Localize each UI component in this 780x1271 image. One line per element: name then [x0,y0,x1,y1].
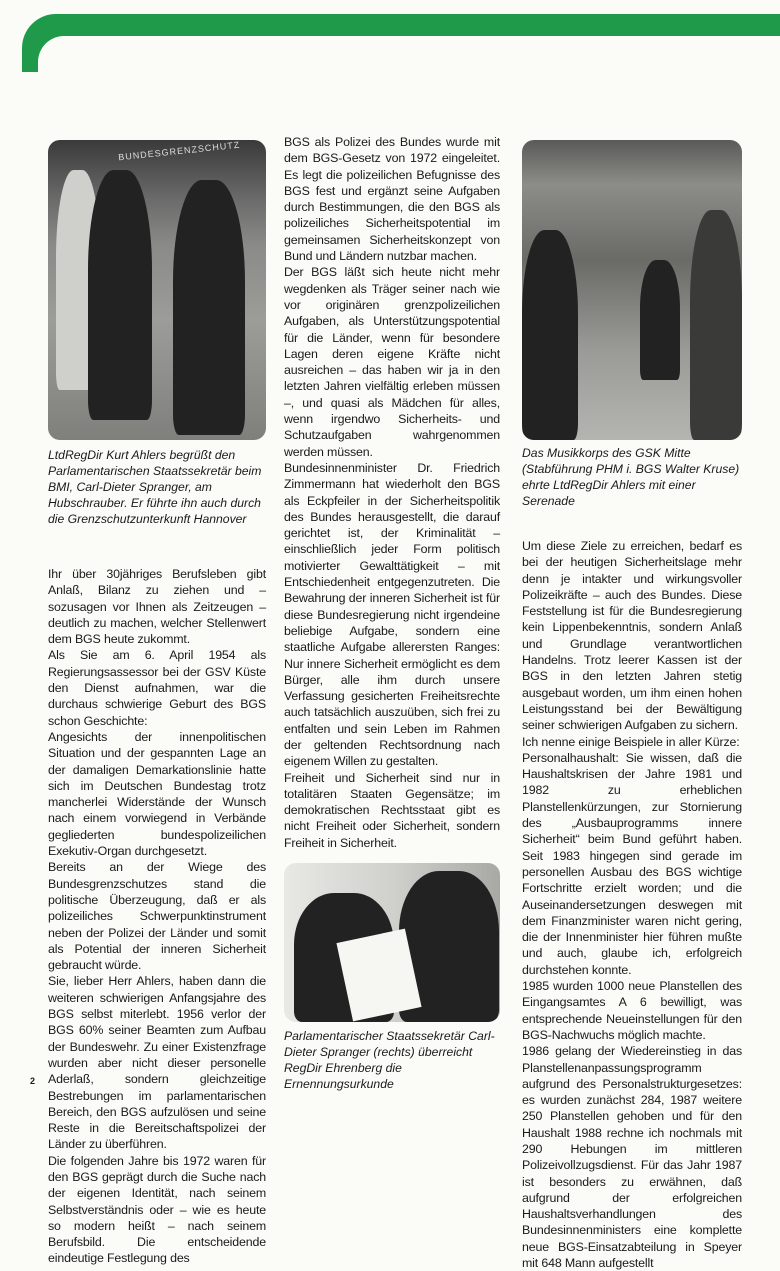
text-column-middle [284,134,500,851]
middle-column-wrapper [284,134,500,1092]
paragraph: Ich nenne einige Beispiele in aller Kürze: [522,734,740,749]
paragraph: 1985 wurden 1000 neue Planstellen des Eingangsamtes A 6 bewilligt, was entsprechende Neueinstellungen für den BGS-Nachwuchs möglich machte. [522,979,742,1042]
musician-figure [522,230,578,440]
photo-caption-right: Das Musikkorps des GSK Mitte (Stabführung PHM i. BGS Walter Kruse) ehrte LtdRegDir Ahlers mit einer Serenade [522,446,740,508]
paragraph: Bereits an der Wiege des Bundesgrenzschutzes stand die politische Überzeugung, daß er als polizeiliches Schwerpunktinstrument neben der Polizei der Länder und somit als Potential der inneren Sicherheit gebraucht würde. [48,860,266,973]
musician-figure [640,260,680,380]
text-column-left [48,566,266,1267]
paragraph: Die folgenden Jahre bis 1972 waren für den BGS geprägt durch die Suche nach der eigenen Identität, nach seinem Selbstverständnis oder – wie es heute so modern heißt – nach seinem Berufsbild. Die entscheidende eindeutige Festlegung des [48,1153,266,1266]
text-column-right [522,538,742,1271]
paragraph: Freiheit und Sicherheit sind nur in totalitären Staaten Gegensätze; im demokratischen Rechtsstaat gibt es nicht Freiheit oder Sicherheit, sondern Freiheit in Sicherheit. [284,770,500,850]
paragraph: Um diese Ziele zu erreichen, bedarf es bei der heutigen Sicherheitslage mehr denn je intakter und wirkungsvoller Polizeikräfte – auch des Bundes. Diese Feststellung ist für die Bundesregierung kein Lippenbekenntnis, sondern Anlaß und Grundlage verantwortlichen Handelns. Trotz leerer Kassen ist der BGS in den letzten Jahren stetig ausgebaut worden, um ihm einen hohen Leistungsstand bei der Bewältigung seiner schwierigen Aufgaben zu sichern. [522,539,742,733]
paragraph: Angesichts der innenpolitischen Situation und der gespannten Lage an der damaligen Demarkationslinie hatte sich im Deutschen Bundestag trotz mancherlei Widerstände der Wunsch nach einem vorwiegend in Verbände gegliederten bundespolizeilichen Exekutiv-Organ durchgesetzt. [48,729,266,859]
paragraph: Bundesinnenminister Dr. Friedrich Zimmermann hat wiederholt den BGS als Eckpfeiler in der Sicherheitspolitik des Bundes herausgestellt, die darauf gerichtet ist, der Kriminalität – einschließlich jeder Form politisch motivierter Gewalttätigkeit – mit Entschiedenheit entgegenzutreten. Die Bewahrung der inneren Sicherheit ist für diese Bundesregierung nicht irgendeine beliebige Aufgabe, sondern eine staatliche Aufgabe allerersten Ranges: Nur innere Sicherheit ermöglicht es dem Bürger, alle ihm durch unsere Verfassung gesicherten Freiheitsrechte auch tatsächlich auszuüben, sich frei zu entfalten und sein Leben im Rahmen der geltenden Rechtsordnung nach eigenem Willen zu gestalten. [284,460,500,769]
photo-certificate-handover [284,863,500,1022]
paragraph: BGS als Polizei des Bundes wurde mit dem BGS-Gesetz von 1972 eingeleitet. Es legt die polizeilichen Befugnisse des BGS fest und ergänzt seine Aufgaben durch Bestimmungen, die den BGS als polizeiliches Sicherheitspotential im gemeinsamen Sicherheitskonzept von Bund und Ländern nutzbar machen. [284,135,500,264]
musician-figure [690,210,742,440]
paragraph: Der BGS läßt sich heute nicht mehr wegdenken als Träger seiner nach wie vor originären grenzpolizeilichen Aufgaben, als Unterstützungspotential für die Länder, wenn für besondere Lagen deren eigene Kräfte nicht ausreichen – das haben wir ja in den letzten Jahren vielfältig erleben müssen –, und quasi als Mädchen für alles, wenn irgendwo Sicherheits- und Schutzaufgaben wahrgenommen werden müssen. [284,265,500,459]
photo-helicopter-greeting [48,140,266,440]
person-figure [88,170,152,420]
paragraph: Sie, lieber Herr Ahlers, haben dann die weiteren schwierigen Anfangsjahre des BGS selbst miterlebt. 1956 verlor der BGS 60% seiner Beamten zum Aufbau der Bundeswehr. Zu einer Existenzfrage wurden aber nicht dieser personelle Aderlaß, sondern gleichzeitige Bestrebungen im parlamentarischen Bereich, den BGS aufzulösen und seine Reste in die Bereitschaftspolizei der Länder zu überführen. [48,974,266,1152]
photo-caption-left: LtdRegDir Kurt Ahlers begrüßt den Parlamentarischen Staatssekretär beim BMI, Carl-Dieter Spranger, am Hubschrauber. Er führte ihn auch durch die Grenzschutzunterkunft Hannover [48,448,262,526]
photo-band-serenade [522,140,742,440]
paragraph: Als Sie am 6. April 1954 als Regierungsassessor bei der GSV Küste den Dienst aufnahmen, war die durchaus schwierige Geburt des BGS schon Geschichte: [48,648,266,728]
header-band-cutout [38,36,780,76]
person-figure [173,180,245,435]
paragraph: 1986 gelang der Wiedereinstieg in das Planstellenanpassungsprogramm aufgrund des Personalstrukturgesetzes: es wurden zunächst 284, 1987 weitere 250 Planstellen gehoben und für den Haushalt 1988 rechne ich nochmals mit 290 Hebungen im mittleren Polizeivollzugsdienst. Für das Jahr 1987 ist besonders zu erwähnen, daß aufgrund der erfolgreichen Haushaltsverhandlungen des Bundesinnenministers eine komplette neue BGS-Einsatzabteilung in Speyer mit 648 Mann aufgestellt [522,1044,742,1271]
helicopter-sign: BUNDESGRENZSCHUTZ [117,140,241,163]
paragraph: Personalhaushalt: Sie wissen, daß die Haushaltskrisen der Jahre 1981 und 1982 zu erheblichen Planstellenkürzungen, zur Stornierung des „Ausbauprogramms innere Sicherheit“ beim Bund geführt haben. Seit 1983 hingegen sind gerade im personellen Ausbau des BGS wichtige Fortschritte erzielt worden; und die Auseinandersetzungen deswegen mit dem Finanzminister waren nicht gering, die der Innenminister hier führen mußte und auch, glaube ich, erfolgreich durchstehen konnte. [522,750,742,977]
paragraph: Ihr über 30jähriges Berufsleben gibt Anlaß, Bilanz zu ziehen und – sozusagen vor Ihnen als Zeitzeugen – deutlich zu machen, welcher Stellenwert dem BGS heute zukommt. [48,567,266,647]
photo-caption-middle: Parlamentarischer Staatssekretär Carl-Dieter Spranger (rechts) überreicht RegDir Ehrenberg die Ernennungsurkunde [284,1029,495,1091]
page-number: 2 [30,1076,36,1086]
